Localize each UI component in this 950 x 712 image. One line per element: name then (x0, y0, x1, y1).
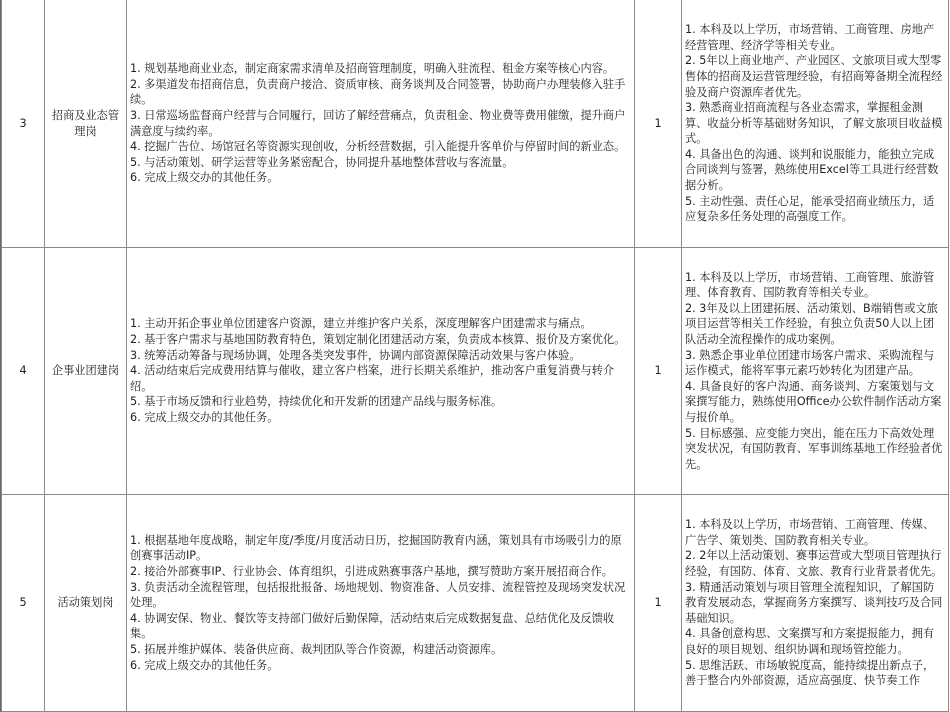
headcount-cell[interactable]: 1 (635, 248, 682, 495)
duty-item: 4. 挖掘广告位、场馆冠名等资源实现创收，分析经营数据，引入能提升客单价与停留时间的新业态。 (130, 140, 626, 154)
row-number-cell[interactable]: 4 (2, 248, 45, 495)
requirement-item: 4. 具备良好的客户沟通、商务谈判、方案策划与文案撰写能力，熟练使用Office办公软件制作活动方案与报价单。 (685, 379, 942, 424)
duty-item: 6. 完成上级交办的其他任务。 (130, 658, 279, 672)
duty-item: 2. 接洽外部赛事IP、行业协会、体育组织，引进成熟赛事落户基地，撰写赞助方案开展招商合作。 (130, 565, 613, 579)
duty-item: 4. 协调安保、物业、餐饮等支持部门做好后勤保障，活动结束后完成数据复盘、总结优化及反馈收集。 (130, 611, 615, 641)
table-row (2, 0, 949, 248)
duties-cell[interactable] (127, 495, 635, 712)
table-row (2, 248, 949, 495)
row-number-cell[interactable]: 5 (2, 495, 45, 712)
headcount-cell[interactable]: 1 (635, 495, 682, 712)
requirement-item: 3. 熟悉企事业单位团建市场客户需求、采购流程与运作模式，能将军事元素巧妙转化为团建产品。 (685, 348, 935, 378)
duty-item: 5. 与活动策划、研学运营等业务紧密配合，协同提升基地整体营收与客流量。 (130, 155, 514, 169)
requirement-item: 3. 精通活动策划与项目管理全流程知识，了解国防教育发展动态，掌握商务方案撰写、谈判技巧及合同基础知识。 (685, 580, 943, 625)
position-name-cell[interactable]: 企事业团建岗 (45, 248, 127, 495)
requirement-item: 2. 3年及以上团建拓展、活动策划、B端销售或文旅项目运营等相关工作经验，有独立负责50人以上团队活动全流程操作的成功案例。 (685, 301, 938, 347)
requirement-item: 1. 本科及以上学历，市场营销、工商管理、旅游管理、体育教育、国防教育等相关专业。 (685, 270, 935, 300)
duty-item: 2. 基于客户需求与基地国防教育特色，策划定制化团建活动方案，负责成本核算、报价及方案优化。 (130, 333, 626, 347)
requirement-item: 2. 2年以上活动策划、赛事运营或大型项目管理执行经验，有国防、体育、文旅、教育行业背景者优先。 (685, 549, 943, 579)
requirement-item: 5. 主动性强、责任心足，能承受招商业绩压力，适应复杂多任务处理的高强度工作。 (685, 194, 935, 224)
requirement-item: 4. 具备创意构思、文案撰写和方案提报能力，拥有良好的项目规划、组织协调和现场管控能力。 (685, 627, 935, 656)
duty-item: 3. 统筹活动筹备与现场协调，处理各类突发事件，协调内部资源保障活动效果与客户体验。 (130, 348, 581, 362)
duty-item: 5. 基于市场反馈和行业趋势，持续优化和开发新的团建产品线与服务标准。 (130, 395, 503, 409)
job-positions-table (1, 0, 949, 712)
duty-item: 3. 日常巡场监督商户经营与合同履行，回访了解经营痛点，负责租金、物业费等费用催缴，提升商户满意度与续约率。 (130, 108, 626, 138)
duties-cell[interactable] (127, 248, 635, 495)
duty-item: 4. 活动结束后完成费用结算与催收，建立客户档案，进行长期关系维护，推动客户重复消费与转介绍。 (130, 364, 615, 393)
headcount-cell[interactable]: 1 (635, 0, 682, 248)
requirements-cell[interactable] (682, 248, 949, 495)
duty-item: 3. 负责活动全流程管理，包括报批报备、场地规划、物资准备、人员安排、流程管控及现场突发状况处理。 (130, 580, 626, 610)
row-number-cell[interactable]: 3 (2, 0, 45, 248)
requirement-item: 4. 具备出色的沟通、谈判和说服能力，能独立完成合同谈判与签署，熟练使用Excel等工具进行经营数据分析。 (685, 147, 939, 193)
duties-cell[interactable] (127, 0, 635, 248)
requirement-item: 3. 熟悉商业招商流程与各业态需求，掌握租金测算、收益分析等基础财务知识，了解文旅项目收益模式。 (685, 101, 943, 146)
requirement-item: 5. 目标感强、应变能力突出，能在压力下高效处理突发状况，有国防教育、军事训练基地工作经验者优先。 (685, 426, 943, 471)
requirement-item: 1. 本科及以上学历，市场营销、工商管理、房地产经营管理、经济学等相关专业。 (685, 23, 935, 52)
position-name-cell[interactable]: 招商及业态管理岗 (45, 0, 127, 248)
position-name-cell[interactable]: 活动策划岗 (45, 495, 127, 712)
duty-item: 6. 完成上级交办的其他任务。 (130, 171, 279, 185)
requirement-item: 2. 5年以上商业地产、产业园区、文旅项目或大型零售体的招商及运营管理经验，有招商筹备期全流程经验及商户资源库者优先。 (685, 54, 943, 99)
duty-item: 5. 拓展并维护媒体、装备供应商、裁判团队等合作资源，构建活动资源库。 (130, 642, 503, 656)
duty-item: 1. 规划基地商业业态，制定商家需求清单及招商管理制度，明确入驻流程、租金方案等核心内容。 (130, 62, 615, 76)
duty-item: 2. 多渠道发布招商信息，负责商户接洽、资质审核、商务谈判及合同签署，协助商户办理装修入驻手续。 (130, 77, 626, 107)
requirement-item: 5. 思维活跃、市场敏锐度高，能持续提出新点子，善于整合内外部资源，适应高强度、快节奏工作 (685, 658, 935, 688)
duty-item: 6. 完成上级交办的其他任务。 (130, 410, 279, 424)
duty-item: 1. 根据基地年度战略，制定年度/季度/月度活动日历，挖掘国防教育内涵，策划具有市场吸引力的原创赛事活动IP。 (130, 533, 622, 563)
requirements-cell[interactable] (682, 0, 949, 248)
duty-item: 1. 主动开拓企事业单位团建客户资源，建立并维护客户关系，深度理解客户团建需求与痛点。 (130, 317, 592, 331)
requirement-item: 1. 本科及以上学历，市场营销、工商管理、传媒、广告学、策划类、国防教育相关专业。 (685, 518, 935, 547)
requirements-cell[interactable] (682, 495, 949, 712)
table-row (2, 495, 949, 712)
